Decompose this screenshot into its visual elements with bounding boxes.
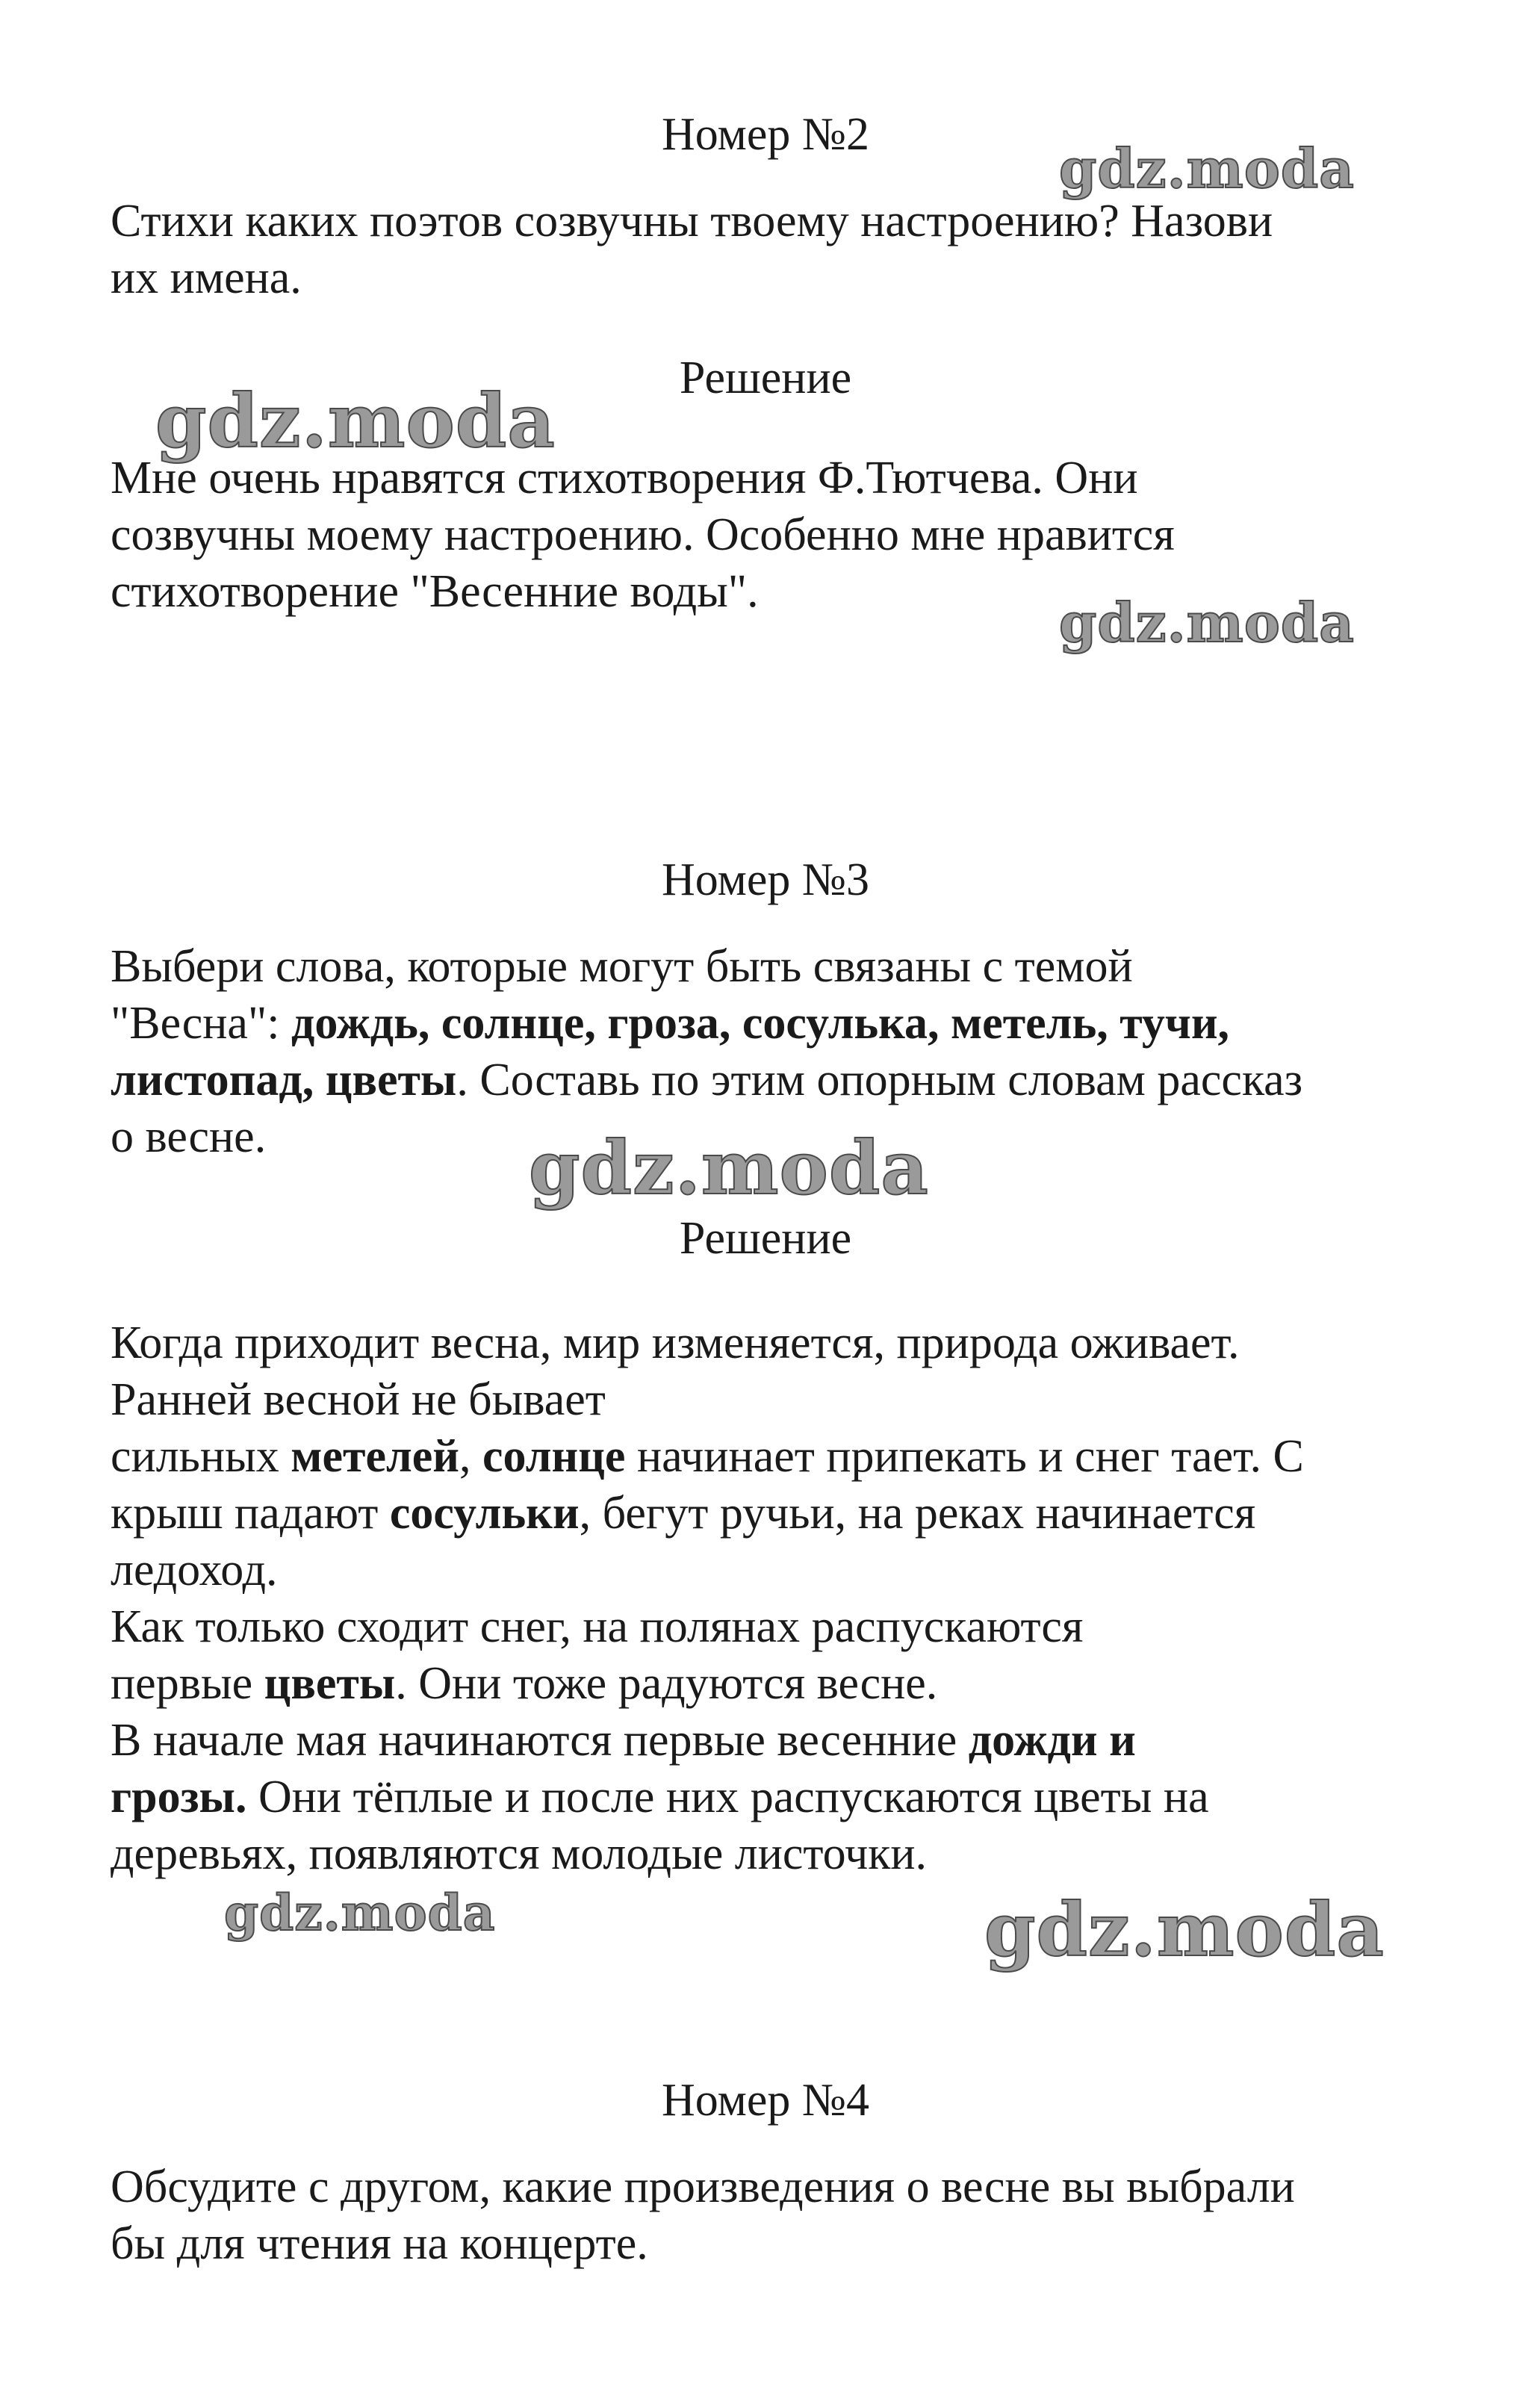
answer-line: Когда приходит весна, мир изменяется, природа оживает. xyxy=(111,1318,1240,1368)
answer-line xyxy=(111,1712,1136,1769)
answer-line xyxy=(111,1655,937,1712)
answer-line xyxy=(111,1428,1304,1485)
question-line: о весне. xyxy=(111,1111,267,1162)
keyword: грозы. xyxy=(111,1772,247,1822)
section-heading: Номер №2 xyxy=(661,109,869,160)
question-line: бы для чтения на концерте. xyxy=(111,2218,648,2269)
answer-line xyxy=(111,1769,1209,1825)
answer-text: . Они тоже радуются весне. xyxy=(395,1658,938,1709)
question-line xyxy=(111,1052,1302,1108)
solution-label: Решение xyxy=(679,1213,852,1264)
question-text: . Составь по этим опорным словам рассказ xyxy=(456,1055,1303,1105)
answer-line: Ранней весной не бывает xyxy=(111,1374,606,1425)
answer-text: первые xyxy=(111,1658,264,1709)
answer-text: В начале мая начинаются первые весенние xyxy=(111,1715,969,1766)
keyword: цветы xyxy=(264,1658,396,1709)
keyword-list: листопад, цветы xyxy=(111,1055,457,1105)
answer-line xyxy=(111,1485,1255,1542)
question-line: их имена. xyxy=(111,252,302,303)
section-heading: Номер №3 xyxy=(661,854,869,905)
watermark: gdz.moda xyxy=(984,1887,1385,1973)
question-line: Обсудите с другом, какие произведения о весне вы выбрали xyxy=(111,2162,1295,2212)
answer-line: Как только сходит снег, на полянах распускаются xyxy=(111,1601,1084,1652)
watermark: gdz.moda xyxy=(1059,591,1355,654)
answer-line: деревьях, появляются молодые листочки. xyxy=(111,1828,928,1879)
watermark: gdz.moda xyxy=(1059,137,1355,200)
question-line: Выбери слова, которые могут быть связаны с темой xyxy=(111,941,1133,992)
answer-line: созвучны моему настроению. Особенно мне нравится xyxy=(111,509,1175,560)
keyword: метелей xyxy=(291,1431,459,1482)
answer-text: крыш падают xyxy=(111,1488,390,1539)
answer-line: ледоход. xyxy=(111,1545,278,1595)
question-line xyxy=(111,995,1229,1052)
watermark: gdz.moda xyxy=(529,1126,929,1211)
answer-text: , xyxy=(459,1431,482,1482)
answer-line: Мне очень нравятся стихотворения Ф.Тютчева. Они xyxy=(111,453,1138,503)
question-text: "Весна": xyxy=(111,998,291,1049)
answer-line: стихотворение "Весенние воды". xyxy=(111,566,759,617)
answer-text: начинает припекать и снег тает. С xyxy=(625,1431,1304,1482)
keyword: сосульки xyxy=(389,1488,580,1539)
watermark: gdz.moda xyxy=(224,1884,496,1942)
question-line: Стихи каких поэтов созвучны твоему настроению? Назови xyxy=(111,196,1273,246)
watermark: gdz.moda xyxy=(155,379,556,465)
answer-text: сильных xyxy=(111,1431,291,1482)
keyword-list: дождь, солнце, гроза, сосулька, метель, тучи, xyxy=(291,998,1230,1049)
solution-label: Решение xyxy=(679,353,852,403)
answer-text: Они тёплые и после них распускаются цветы на xyxy=(246,1772,1209,1822)
keyword: солнце xyxy=(482,1431,626,1482)
answer-text: , бегут ручьи, на реках начинается xyxy=(579,1488,1256,1539)
keyword: дожди и xyxy=(968,1715,1136,1766)
section-heading: Номер №4 xyxy=(661,2075,869,2126)
